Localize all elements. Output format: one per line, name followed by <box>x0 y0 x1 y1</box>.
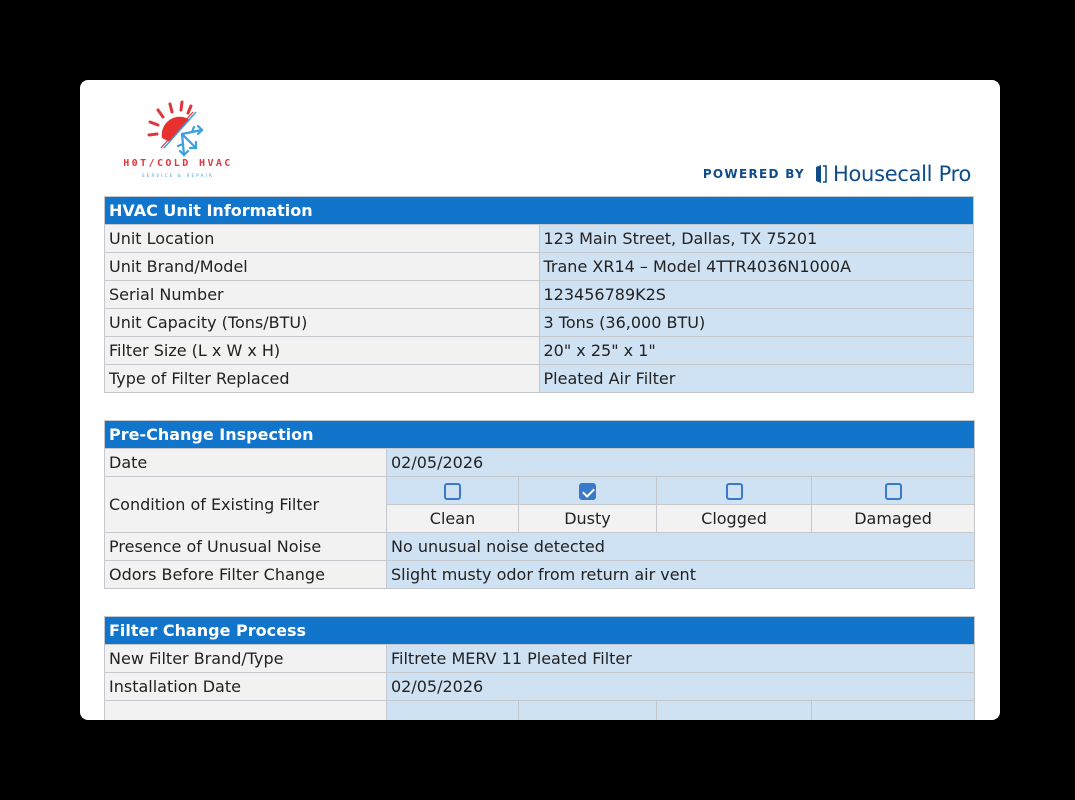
row-label: Unit Capacity (Tons/BTU) <box>105 309 540 337</box>
filter-change-process-table <box>104 616 975 720</box>
row-value[interactable]: 02/05/2026 <box>387 673 975 701</box>
row-label: Serial Number <box>105 281 540 309</box>
company-tagline: SERVICE & REPAIR <box>142 173 214 178</box>
row-value[interactable]: 20" x 25" x 1" <box>539 337 974 365</box>
checkbox-dusty[interactable] <box>579 483 596 500</box>
table-row <box>105 533 975 561</box>
checkbox-clean[interactable] <box>444 483 461 500</box>
row-label: Odors Before Filter Change <box>105 561 387 589</box>
checkbox-damaged[interactable] <box>885 483 902 500</box>
checkbox-cell-damaged <box>812 477 975 505</box>
checkbox-cell-dusty <box>519 477 657 505</box>
row-value[interactable]: Trane XR14 – Model 4TTR4036N1000A <box>539 253 974 281</box>
table-row <box>105 309 974 337</box>
date-value[interactable]: 02/05/2026 <box>387 449 975 477</box>
report-page <box>80 80 1000 720</box>
table-row-partial <box>105 701 975 721</box>
table-row <box>105 645 975 673</box>
row-cell[interactable] <box>812 701 975 721</box>
odor-value[interactable]: Slight musty odor from return air vent <box>387 561 975 589</box>
row-value[interactable]: 3 Tons (36,000 BTU) <box>539 309 974 337</box>
row-label <box>105 701 387 721</box>
row-value[interactable]: Filtrete MERV 11 Pleated Filter <box>387 645 975 673</box>
table-row <box>105 225 974 253</box>
row-label: Condition of Existing Filter <box>105 477 387 533</box>
checkbox-cell-clean <box>387 477 519 505</box>
sun-snowflake-icon <box>146 100 210 158</box>
option-label-damaged: Damaged <box>812 505 975 533</box>
row-cell[interactable] <box>387 701 519 721</box>
table-row <box>105 337 974 365</box>
row-label: New Filter Brand/Type <box>105 645 387 673</box>
table-row <box>105 281 974 309</box>
row-value[interactable]: 123456789K2S <box>539 281 974 309</box>
section-header-pre-change: Pre-Change Inspection <box>105 421 975 449</box>
row-value[interactable]: Pleated Air Filter <box>539 365 974 393</box>
unit-info-table <box>104 196 974 393</box>
powered-by-badge <box>703 160 971 188</box>
row-value[interactable]: 123 Main Street, Dallas, TX 75201 <box>539 225 974 253</box>
row-label: Unit Brand/Model <box>105 253 540 281</box>
platform-name: Housecall Pro <box>833 162 971 186</box>
option-label-dusty: Dusty <box>519 505 657 533</box>
checkbox-cell-clogged <box>657 477 812 505</box>
section-header-unit-info: HVAC Unit Information <box>105 197 974 225</box>
option-label-clean: Clean <box>387 505 519 533</box>
row-label: Date <box>105 449 387 477</box>
row-label: Type of Filter Replaced <box>105 365 540 393</box>
company-logo <box>110 100 250 182</box>
condition-checkbox-row <box>105 477 975 505</box>
row-cell[interactable] <box>519 701 657 721</box>
table-row <box>105 449 975 477</box>
row-cell[interactable] <box>657 701 812 721</box>
row-label: Filter Size (L x W x H) <box>105 337 540 365</box>
section-header-process: Filter Change Process <box>105 617 975 645</box>
table-row <box>105 365 974 393</box>
table-row <box>105 561 975 589</box>
powered-by-label: POWERED BY <box>702 167 806 181</box>
row-label: Unit Location <box>105 225 540 253</box>
housecall-pro-logo-icon <box>815 164 827 184</box>
checkbox-clogged[interactable] <box>726 483 743 500</box>
row-label: Installation Date <box>105 673 387 701</box>
company-name: H0T/COLD HVAC <box>123 158 233 169</box>
option-label-clogged: Clogged <box>657 505 812 533</box>
table-row <box>105 673 975 701</box>
pre-change-inspection-table <box>104 420 975 589</box>
noise-value[interactable]: No unusual noise detected <box>387 533 975 561</box>
row-label: Presence of Unusual Noise <box>105 533 387 561</box>
table-row <box>105 253 974 281</box>
